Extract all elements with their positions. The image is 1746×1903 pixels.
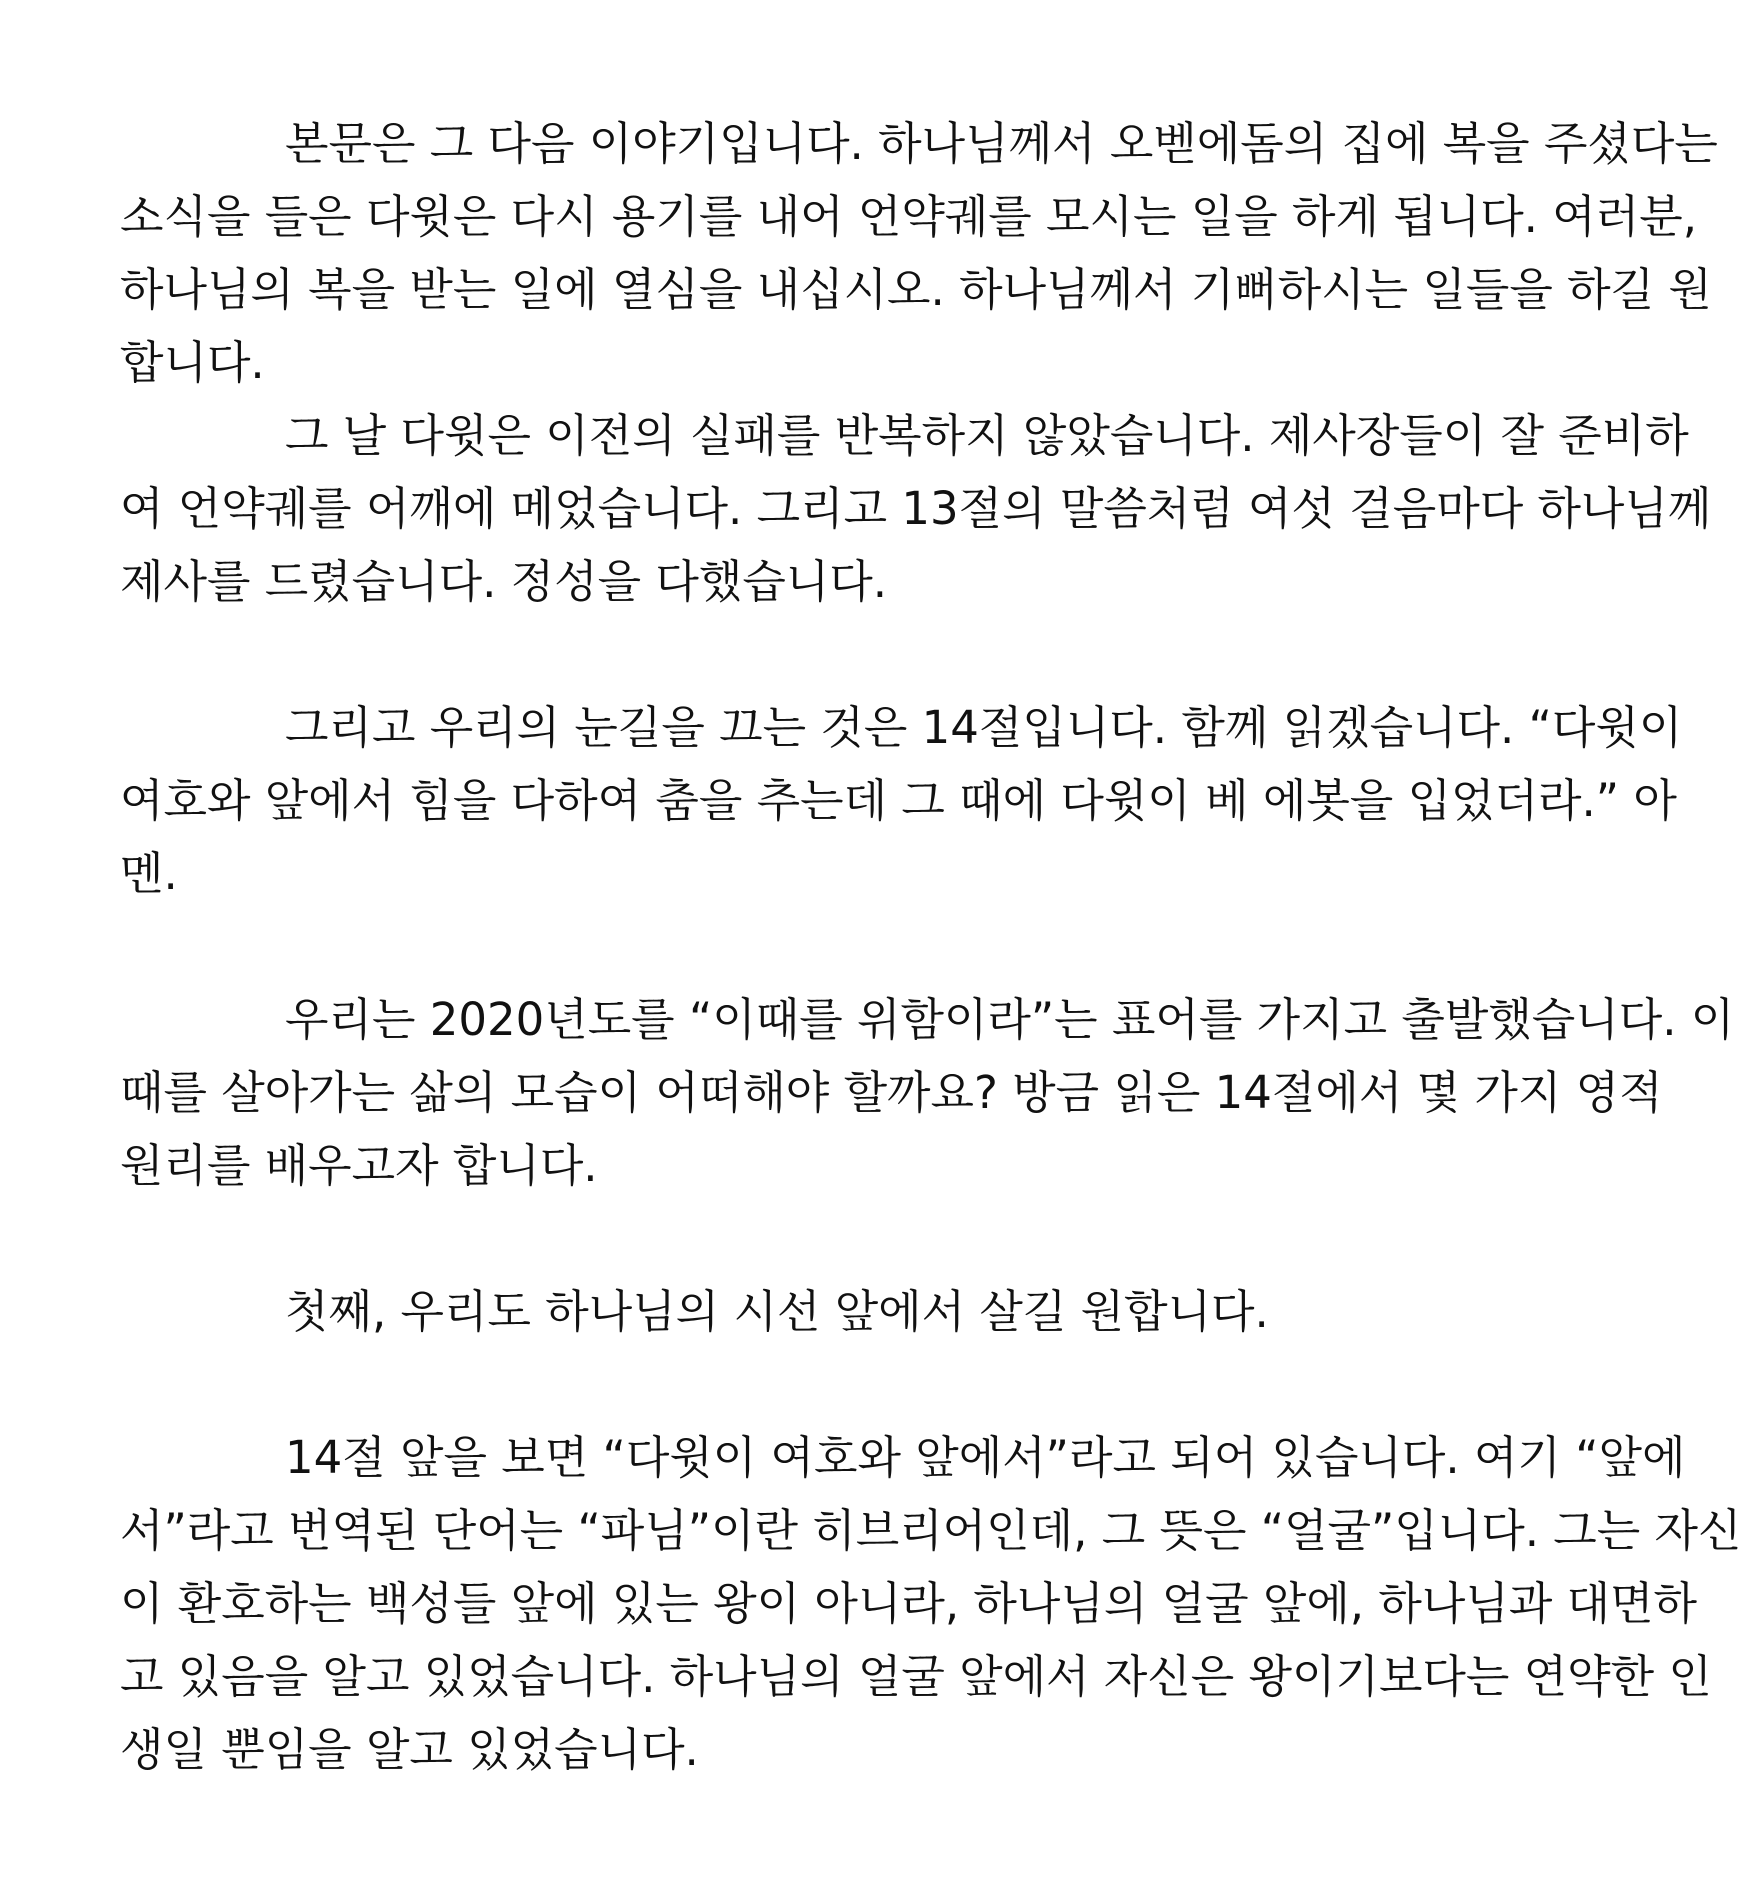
text-line: 때를 살아가는 삶의 모습이 어떠해야 할까요? 방금 읽은 14절에서 몇 가지 영적 — [120, 1066, 1663, 1119]
text-line: 그리고 우리의 눈길을 끄는 것은 14절입니다. 함께 읽겠습니다. “다윗이 — [285, 701, 1683, 754]
text-line: 우리는 2020년도를 “이때를 위함이라”는 표어를 가지고 출발했습니다. 이 — [285, 993, 1735, 1046]
text-line: 합니다. — [120, 336, 265, 389]
text-line: 본문은 그 다음 이야기입니다. 하나님께서 오벧에돔의 집에 복을 주셨다는 — [285, 117, 1718, 170]
text-line: 14절 앞을 보면 “다윗이 여호와 앞에서”라고 되어 있습니다. 여기 “앞에 — [285, 1431, 1686, 1484]
text-line: 이 환호하는 백성들 앞에 있는 왕이 아니라, 하나님의 얼굴 앞에, 하나님과 대면하 — [120, 1577, 1697, 1630]
text-line: 소식을 들은 다윗은 다시 용기를 내어 언약궤를 모시는 일을 하게 됩니다. 여러분, — [120, 190, 1697, 243]
document-page — [120, 0, 1742, 1903]
text-line: 첫째, 우리도 하나님의 시선 앞에서 살길 원합니다. — [285, 1285, 1269, 1338]
text-line: 여호와 앞에서 힘을 다하여 춤을 추는데 그 때에 다윗이 베 에봇을 입었더라.” 아 — [120, 774, 1677, 827]
text-line: 서”라고 번역된 단어는 “파님”이란 히브리어인데, 그 뜻은 “얼굴”입니다. 그는 자신 — [120, 1504, 1742, 1557]
text-line: 고 있음을 알고 있었습니다. 하나님의 얼굴 앞에서 자신은 왕이기보다는 연약한 인 — [120, 1650, 1712, 1703]
text-line: 생일 뿐임을 알고 있었습니다. — [120, 1723, 699, 1776]
text-line: 원리를 배우고자 합니다. — [120, 1139, 598, 1192]
text-line: 그 날 다윗은 이전의 실패를 반복하지 않았습니다. 제사장들이 잘 준비하 — [285, 409, 1689, 462]
text-line: 하나님의 복을 받는 일에 열심을 내십시오. 하나님께서 기뻐하시는 일들을 하길 원 — [120, 263, 1712, 316]
text-line: 멘. — [120, 847, 178, 900]
text-line: 제사를 드렸습니다. 정성을 다했습니다. — [120, 555, 888, 608]
text-line: 여 언약궤를 어깨에 메었습니다. 그리고 13절의 말씀처럼 여섯 걸음마다 하나님께 — [120, 482, 1712, 535]
